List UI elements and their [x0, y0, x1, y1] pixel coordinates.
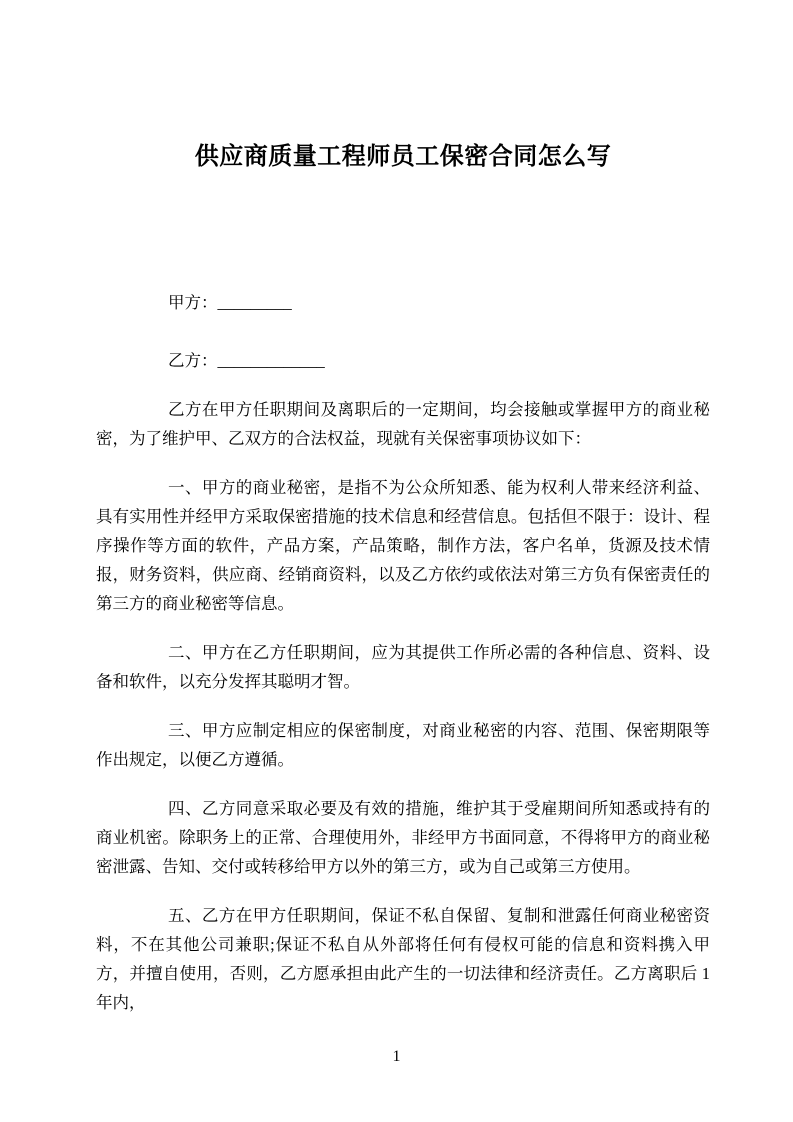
- intro-paragraph: 乙方在甲方任职期间及离职后的一定期间，均会接触或掌握甲方的商业秘密，为了维护甲、乙双方的合法权益，现就有关保密事项协议如下：: [96, 400, 710, 448]
- clause-4-paragraph: 四、乙方同意采取必要及有效的措施，维护其于受雇期间所知悉或持有的商业机密。除职务上的正常、合理使用外，非经甲方书面同意，不得将甲方的商业秘密泄露、告知、交付或转移给甲方以外的第三方，或为自己或第三方使用。: [96, 799, 710, 876]
- party-a-line: 甲方：_________: [168, 293, 292, 312]
- party-b-line: 乙方：_____________: [168, 351, 325, 370]
- clause-5-paragraph: 五、乙方在甲方任职期间，保证不私自保留、复制和泄露任何商业秘密资料，不在其他公司兼职;保证不私自从外部将任何有侵权可能的信息和资料携入甲方，并擅自使用，否则，乙方愿承担由此产生的一切法律和经济责任。乙方离职后 1 年内，: [96, 906, 710, 1012]
- clause-3-paragraph: 三、甲方应制定相应的保密制度，对商业秘密的内容、范围、保密期限等作出规定，以便乙方遵循。: [96, 721, 710, 769]
- clause-2-paragraph: 二、甲方在乙方任职期间，应为其提供工作所必需的各种信息、资料、设备和软件，以充分发挥其聪明才智。: [96, 643, 710, 691]
- clause-1-paragraph: 一、甲方的商业秘密，是指不为公众所知悉、能为权利人带来经济利益、具有实用性并经甲方采取保密措施的技术信息和经营信息。包括但不限于：设计、程序操作等方面的软件，产品方案，产品策略，制作方法，客户名单，货源及技术情报，财务资料，供应商、经销商资料，以及乙方依约或依法对第三方负有保密责任的第三方的商业秘密等信息。: [96, 478, 710, 613]
- document-title: 供应商质量工程师员工保密合同怎么写: [194, 143, 612, 170]
- page-number: 1: [392, 1048, 401, 1065]
